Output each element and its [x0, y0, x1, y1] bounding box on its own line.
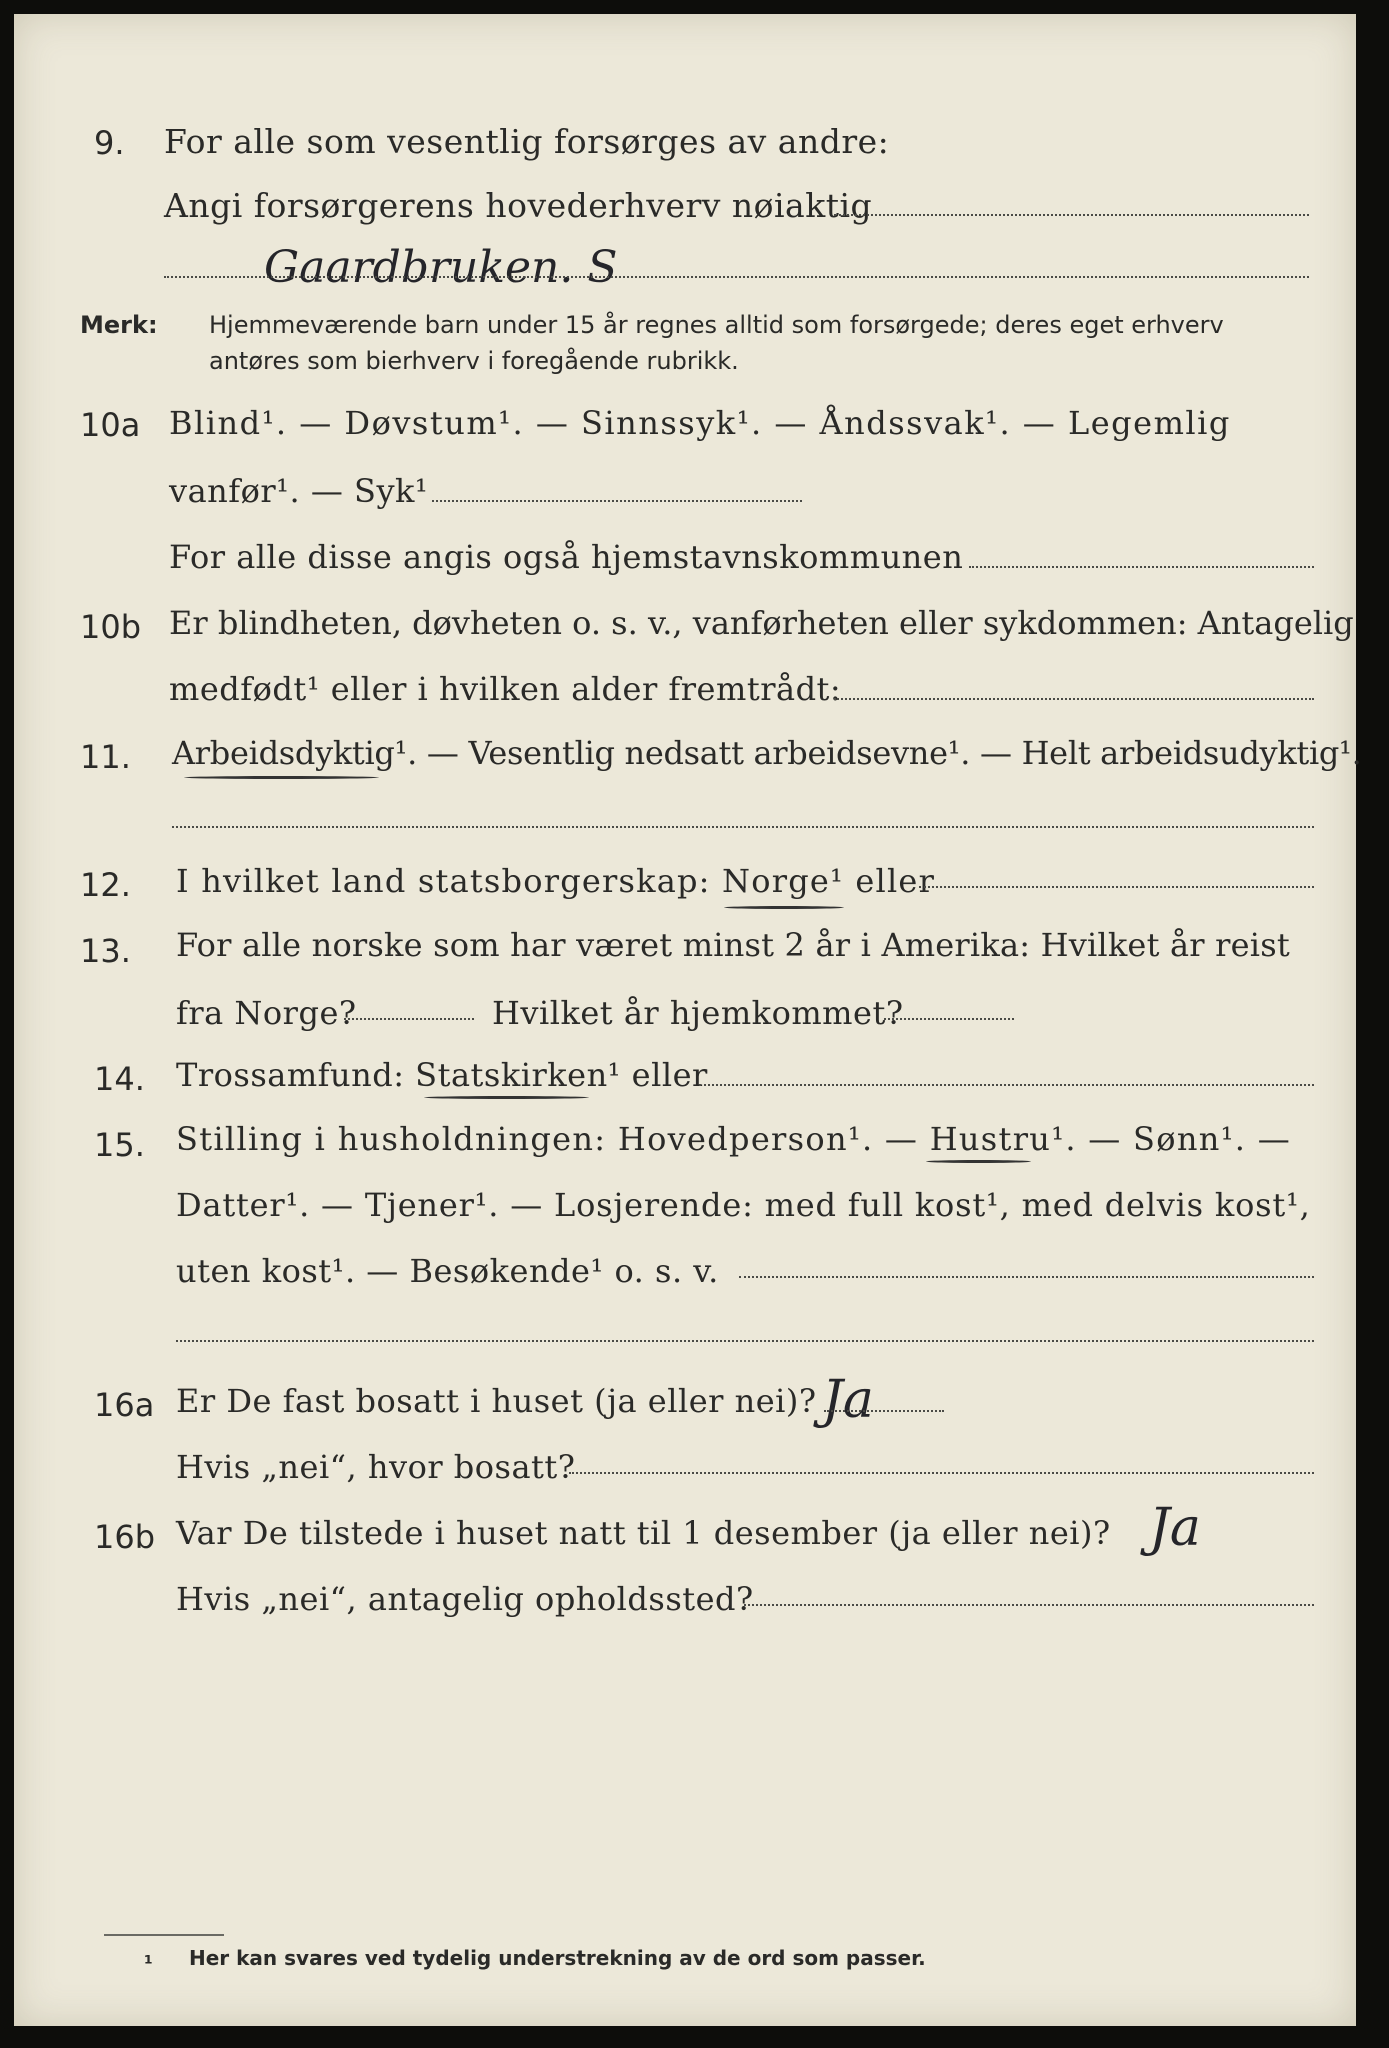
q9-handwritten-answer: Gaardbruken. S [264, 242, 618, 293]
q10a-line2: vanfør¹. — Syk¹ [169, 472, 429, 510]
q15-line2: Datter¹. — Tjener¹. — Losjerende: med full kost¹, med delvis kost¹, [176, 1186, 1311, 1224]
q9-question-line1: For alle som vesentlig forsørges av andre: [164, 122, 890, 161]
q16b-number: 16b [94, 1518, 156, 1556]
q13-line2-hjemkommet: Hvilket år hjemkommet? [492, 994, 904, 1032]
q15-number: 15. [94, 1126, 145, 1164]
q10b-line1: Er blindheten, døvheten o. s. v., vanførheten eller sykdommen: Antagelig [169, 604, 1354, 642]
q13-hjemkommet-dotted-line [884, 1018, 1014, 1020]
q15-dotted-line [739, 1276, 1314, 1278]
q12-number: 12. [80, 866, 131, 904]
q15-line3: uten kost¹. — Besøkende¹ o. s. v. [176, 1252, 719, 1290]
q10a-line3: For alle disse angis også hjemstavnskommunen [169, 538, 964, 576]
footnote-mark: ¹ [144, 1951, 153, 1975]
q11-dotted-line [172, 826, 1314, 828]
census-form-page [14, 14, 1362, 2026]
merk-text-line2: antøres som bierhverv i foregående rubrikk. [209, 347, 739, 375]
q13-number: 13. [80, 932, 131, 970]
footnote-text: Her kan svares ved tydelig understrekning av de ord som passer. [189, 1946, 926, 1970]
q16b-opholdssted-dotted-line [744, 1604, 1314, 1606]
q12-dotted-line [919, 886, 1314, 888]
q12-underline-norge [724, 906, 844, 909]
q13-reist-dotted-line [344, 1018, 474, 1020]
q11-line1: Arbeidsdyktig¹. — Vesentlig nedsatt arbeidsevne¹. — Helt arbeidsudyktig¹. [172, 734, 1362, 772]
q10b-line2: medfødt¹ eller i hvilken alder fremtrådt: [169, 670, 842, 708]
q15-underline-hustru [926, 1160, 1031, 1163]
q10a-number: 10a [80, 406, 141, 444]
q13-line1: For alle norske som har været minst 2 år i Amerika: Hvilket år reist [176, 926, 1290, 964]
q15-dotted-line2 [176, 1340, 1314, 1342]
q16a-number: 16a [94, 1386, 155, 1424]
q14-underline-statskirken [424, 1096, 589, 1099]
q9-answer-line2 [164, 276, 1309, 278]
q10a-hjemstavn-dotted-line [969, 566, 1314, 568]
q16a-bosatt-dotted-line [569, 1472, 1314, 1474]
q11-underline-arbeidsdyktig [184, 776, 379, 779]
q13-line2-reist: fra Norge? [176, 994, 357, 1032]
q9-answer-dotted-line [834, 214, 1309, 216]
q14-number: 14. [94, 1060, 145, 1098]
q14-dotted-line [699, 1084, 1314, 1086]
q10a-syk-dotted-line [432, 500, 802, 502]
q11-number: 11. [80, 738, 131, 776]
q16b-line1: Var De tilstede i huset natt til 1 desember (ja eller nei)? [176, 1514, 1111, 1552]
q14-line1: Trossamfund: Statskirken¹ eller [176, 1056, 708, 1094]
footnote-rule [104, 1934, 224, 1936]
merk-label: Merk: [80, 311, 158, 339]
merk-text-line1: Hjemmeværende barn under 15 år regnes alltid som forsørgede; deres eget erhverv [209, 311, 1224, 339]
q15-line1: Stilling i husholdningen: Hovedperson¹. — Hustru¹. — Sønn¹. — [176, 1120, 1292, 1158]
q9-question-line2: Angi forsørgerens hovederhverv nøiaktig [164, 186, 873, 225]
q16a-dotted-line [824, 1410, 944, 1412]
q9-number: 9. [94, 124, 125, 162]
q16b-line2: Hvis „nei“, antagelig opholdssted? [176, 1580, 754, 1618]
q12-line1: I hvilket land statsborgerskap: Norge¹ eller [176, 862, 936, 900]
q16a-line1: Er De fast bosatt i huset (ja eller nei)? [176, 1382, 817, 1420]
q10b-number: 10b [80, 608, 142, 646]
q10b-dotted-line [834, 698, 1314, 700]
q16a-line2: Hvis „nei“, hvor bosatt? [176, 1448, 576, 1486]
q16a-handwritten-answer: Ja [822, 1370, 874, 1430]
q10a-line1: Blind¹. — Døvstum¹. — Sinnssyk¹. — Åndssvak¹. — Legemlig [169, 404, 1231, 442]
q16b-handwritten-answer: Ja [1149, 1498, 1201, 1558]
